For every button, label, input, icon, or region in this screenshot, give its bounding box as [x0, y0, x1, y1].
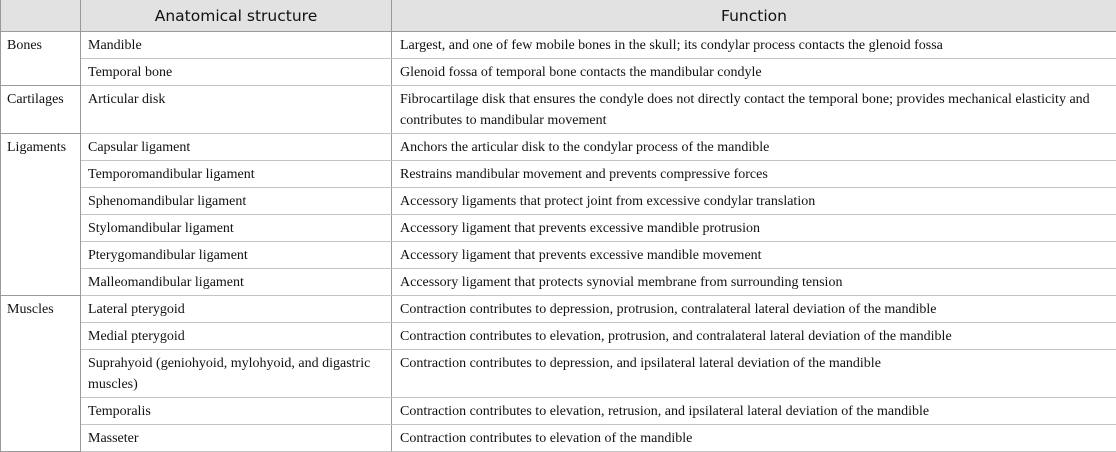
function-cell: Largest, and one of few mobile bones in the skull; its condylar process contacts the glenoid fossa — [392, 32, 1116, 59]
function-cell: Accessory ligaments that protect joint from excessive condylar translation — [392, 188, 1116, 215]
table-row — [1, 242, 1116, 269]
function-cell: Contraction contributes to elevation of the mandible — [392, 425, 1116, 452]
header-category — [1, 0, 81, 32]
function-cell: Contraction contributes to elevation, retrusion, and ipsilateral lateral deviation of the mandible — [392, 398, 1116, 425]
category-cell: Cartilages — [1, 86, 81, 134]
function-cell: Contraction contributes to depression, and ipsilateral lateral deviation of the mandible — [392, 350, 1116, 398]
function-cell: Accessory ligament that protects synovial membrane from surrounding tension — [392, 269, 1116, 296]
table-row — [1, 188, 1116, 215]
function-cell: Glenoid fossa of temporal bone contacts the mandibular condyle — [392, 59, 1116, 86]
table-row — [1, 86, 1116, 134]
function-cell: Accessory ligament that prevents excessive mandible movement — [392, 242, 1116, 269]
function-cell: Anchors the articular disk to the condylar process of the mandible — [392, 134, 1116, 161]
table-row — [1, 269, 1116, 296]
function-cell: Contraction contributes to elevation, protrusion, and contralateral lateral deviation of the mandible — [392, 323, 1116, 350]
header-anatomical-structure: Anatomical structure — [81, 0, 392, 32]
function-cell: Fibrocartilage disk that ensures the condyle does not directly contact the temporal bone; provides mechanical elasticity and contributes to mandibular movement — [392, 86, 1116, 134]
table-row — [1, 296, 1116, 323]
function-cell: Restrains mandibular movement and prevents compressive forces — [392, 161, 1116, 188]
table-row — [1, 323, 1116, 350]
category-cell: Bones — [1, 32, 81, 86]
structure-cell: Masseter — [81, 425, 392, 452]
table-row — [1, 425, 1116, 452]
structure-cell: Temporalis — [81, 398, 392, 425]
structure-cell: Articular disk — [81, 86, 392, 134]
header-row — [1, 0, 1116, 32]
structure-cell: Pterygomandibular ligament — [81, 242, 392, 269]
structure-cell: Medial pterygoid — [81, 323, 392, 350]
table-row — [1, 59, 1116, 86]
header-function: Function — [392, 0, 1116, 32]
table-row — [1, 134, 1116, 161]
table-row — [1, 215, 1116, 242]
category-cell: Muscles — [1, 296, 81, 452]
table-body — [1, 32, 1116, 452]
function-cell: Contraction contributes to depression, protrusion, contralateral lateral deviation of the mandible — [392, 296, 1116, 323]
structure-cell: Lateral pterygoid — [81, 296, 392, 323]
structure-cell: Mandible — [81, 32, 392, 59]
structure-cell: Temporal bone — [81, 59, 392, 86]
structure-cell: Stylomandibular ligament — [81, 215, 392, 242]
table-row — [1, 398, 1116, 425]
structure-cell: Sphenomandibular ligament — [81, 188, 392, 215]
function-cell: Accessory ligament that prevents excessive mandible protrusion — [392, 215, 1116, 242]
structure-cell: Malleomandibular ligament — [81, 269, 392, 296]
table-row — [1, 32, 1116, 59]
structure-cell: Capsular ligament — [81, 134, 392, 161]
structure-cell: Suprahyoid (geniohyoid, mylohyoid, and digastric muscles) — [81, 350, 392, 398]
table-row — [1, 161, 1116, 188]
category-cell: Ligaments — [1, 134, 81, 296]
table-row — [1, 350, 1116, 398]
structure-cell: Temporomandibular ligament — [81, 161, 392, 188]
